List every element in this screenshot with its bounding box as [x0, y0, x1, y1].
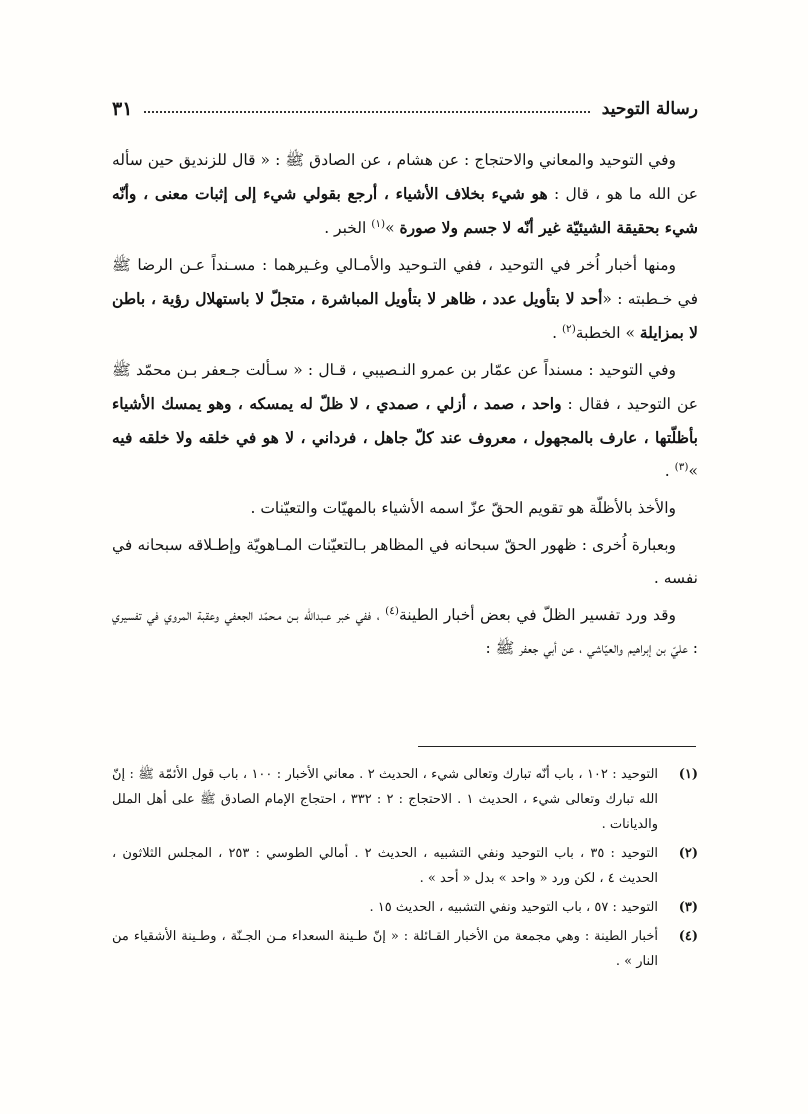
- footnote: [112, 895, 698, 920]
- paragraph-6: وقد ورد تفسير الظلّ في بعض أخبار الطينة$^{(٤)}$ ، ففي خبر عـبدالله بـن مـحمّد الجعفي وعقبة المروي في تفسيري : عليّ بن إبراهيم والعيّاشي ، عن أبي جعفر ﷺ :: [112, 604, 698, 657]
- header-dotted-leader: [144, 111, 589, 113]
- footnote-number: (١): [678, 767, 698, 782]
- footnote-ref-4: (٤): [385, 604, 399, 617]
- main-text: [112, 144, 698, 669]
- footnote: [112, 841, 698, 891]
- paragraph-2: ومنها أخبار اُخر في التوحيد ، ففي التـوحيد والأمـالي وغـيرهما : مسـنداً عـن الرضا ﷺ في خـطبته : «أحد لا بتأويل عدد ، ظاهر لا بتأويل المباشرة ، متجلّ لا باستهلال رؤية ، باطن لا بمزايلة » الخطبة$^{(٢)}$ .: [112, 256, 698, 342]
- footnotes: [112, 762, 698, 978]
- footnote-ref-2: (٢): [561, 322, 576, 335]
- footnote-separator: [418, 746, 696, 747]
- paragraph-3: وفي التوحيد : مسنداً عن عمّار بن عمرو النـصيبي ، قـال : « سـألت جـعفر بـن محمّد ﷺ عن التوحيد ، فقال : واحد ، صمد ، أزلي ، صمدي ، لا ظلّ له يمسكه ، وهو يمسك الأشياء بأظلّتها ، عارف بالمجهول ، معروف عند كلّ جاهل ، فرداني ، لا هو في خلقه ولا خلقه فيه »$^{(٣)}$ .: [112, 361, 698, 480]
- footnote-ref-1: (١): [371, 217, 386, 230]
- footnote: [112, 924, 698, 974]
- paragraph-1: وفي التوحيد والمعاني والاحتجاج : عن هشام ، عن الصادق ﷺ : « قال للزنديق حين سأله عن الله ما هو ، قال : هو شيء بخلاف الأشياء ، أرجع بقولي شيء إلى إثبات معنى ، وأنّه شيء بحقيقة الشيئيّة غير أنّه لا جسم ولا صورة »$^{(١)}$ الخبر .: [112, 151, 698, 237]
- footnote-ref-3: (٣): [674, 460, 689, 473]
- page-number: ٣١: [112, 98, 133, 120]
- header-title: رسالة التوحيد: [601, 99, 698, 119]
- quote-bold: واحد ، صمد ، أزلي ، صمدي ، لا ظلّ له يمسكه ، وهو يمسك الأشياء بأظلّتها ، عارف بالمجهول ، معروف عند كلّ جاهل ، فرداني ، لا هو في خلقه ولا خلقه فيه: [112, 394, 698, 447]
- footnote-number: (٢): [678, 846, 698, 861]
- paragraph-5: وبعبارة اُخرى : ظهور الحقّ سبحانه في المظاهر بـالتعيّنات المـاهويّة وإطـلاقه سبحانه في نفسه .: [112, 536, 698, 587]
- footnote: [112, 762, 698, 837]
- running-header: [112, 94, 698, 124]
- quote-bold: أحد لا بتأويل عدد ، ظاهر لا بتأويل المباشرة ، متجلّ لا باستهلال رؤية ، باطن لا بمزايلة: [112, 289, 698, 342]
- quote-bold: هو شيء بخلاف الأشياء ، أرجع بقولي شيء إلى إثبات معنى ، وأنّه شيء بحقيقة الشيئيّة غير أنّه لا جسم ولا صورة: [112, 184, 698, 237]
- footnote-text: التوحيد : ١٠٢ ، باب أنّه تبارك وتعالى شيء ، الحديث ٢ . معاني الأخبار : ١٠٠ ، باب قول الأئمّة ﷺ : إنّ الله تبارك وتعالى شيء ، الحديث ١ . الاحتجاج : ٢ : ٣٣٢ ، احتجاج الإمام الصادق ﷺ على أهل الملل والديانات .: [112, 767, 659, 832]
- footnote-number: (٤): [678, 929, 698, 944]
- paragraph-4: والأخذ بالأظلّة هو تقويم الحقّ عزّ اسمه الأشياء بالمهيّات والتعيّنات .: [250, 499, 676, 517]
- footnote-text: أخبار الطينة : وهي مجمعة من الأخبار القـائلة : « إنّ طـينة السعداء مـن الجـنّة ، وطـينة الأشقياء من النار » .: [112, 929, 658, 969]
- footnote-number: (٣): [678, 900, 698, 915]
- footnote-text: التوحيد : ٣٥ ، باب التوحيد ونفي التشبيه ، الحديث ٢ . أمالي الطوسي : ٢٥٣ ، المجلس الثلاثون ، الحديث ٤ ، لكن ورد « واحد » بدل « أحد » .: [112, 846, 659, 886]
- footnote-text: التوحيد : ٥٧ ، باب التوحيد ونفي التشبيه ، الحديث ١٥ .: [369, 900, 658, 915]
